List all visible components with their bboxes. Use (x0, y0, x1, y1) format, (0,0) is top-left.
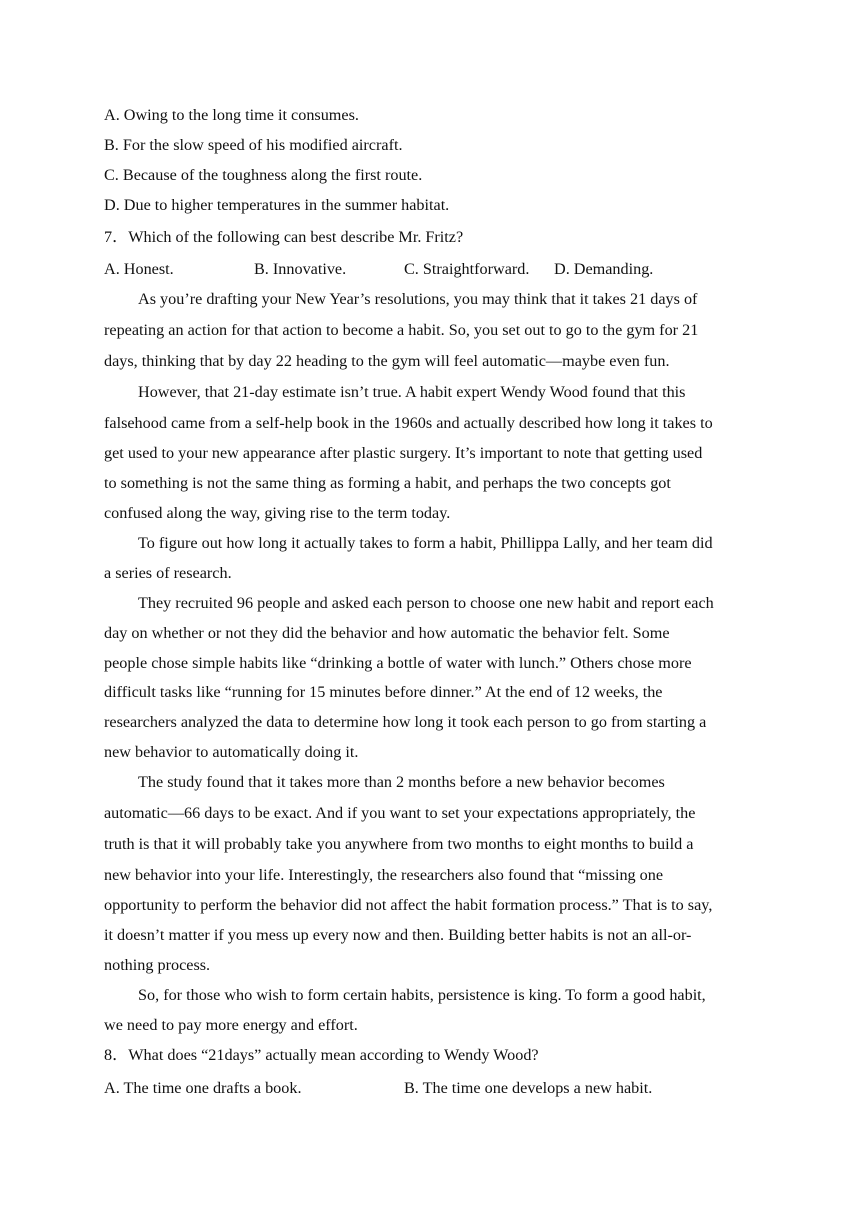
passage-line: difficult tasks like “running for 15 minutes before dinner.” At the end of 12 weeks, the (104, 683, 663, 701)
passage-line: get used to your new appearance after plastic surgery. It’s important to note that getting used (104, 444, 703, 462)
q6-option-a: A. Owing to the long time it consumes. (104, 106, 359, 124)
passage-line: day on whether or not they did the behavior and how automatic the behavior felt. Some (104, 624, 670, 642)
q8-option-b: B. The time one develops a new habit. (404, 1079, 653, 1097)
passage-line: new behavior into your life. Interestingly, the researchers also found that “missing one (104, 866, 664, 884)
q7-question: 7．Which of the following can best describe Mr. Fritz? (104, 228, 464, 246)
q7-option-c: C. Straightforward. (404, 260, 530, 278)
passage-line: However, that 21-day estimate isn’t true. A habit expert Wendy Wood found that this (138, 383, 686, 401)
q7-option-d: D. Demanding. (554, 260, 654, 278)
passage-line: repeating an action for that action to become a habit. So, you set out to go to the gym for 21 (104, 321, 699, 339)
q6-option-c: C. Because of the toughness along the first route. (104, 166, 423, 184)
passage-line: opportunity to perform the behavior did not affect the habit formation process.” That is to say, (104, 896, 713, 914)
q8-question: 8．What does “21days” actually mean according to Wendy Wood? (104, 1046, 539, 1064)
q8-option-a: A. The time one drafts a book. (104, 1079, 302, 1097)
q6-option-b: B. For the slow speed of his modified aircraft. (104, 136, 403, 154)
passage-line: They recruited 96 people and asked each person to choose one new habit and report each (138, 594, 714, 612)
passage-line: As you’re drafting your New Year’s resolutions, you may think that it takes 21 days of (138, 290, 698, 308)
passage-line: truth is that it will probably take you anywhere from two months to eight months to build a (104, 835, 694, 853)
q7-option-a: A. Honest. (104, 260, 174, 278)
passage-line: To figure out how long it actually takes to form a habit, Phillippa Lally, and her team did (138, 534, 713, 552)
passage-line: it doesn’t matter if you mess up every now and then. Building better habits is not an all-or- (104, 926, 692, 944)
q7-option-b: B. Innovative. (254, 260, 347, 278)
passage-line: days, thinking that by day 22 heading to the gym will feel automatic—maybe even fun. (104, 352, 670, 370)
passage-line: we need to pay more energy and effort. (104, 1016, 358, 1034)
passage-line: nothing process. (104, 956, 211, 974)
passage-line: researchers analyzed the data to determine how long it took each person to go from starting a (104, 713, 707, 731)
passage-line: people chose simple habits like “drinking a bottle of water with lunch.” Others chose more (104, 654, 692, 672)
passage-line: a series of research. (104, 564, 232, 582)
passage-line: new behavior to automatically doing it. (104, 743, 359, 761)
passage-line: So, for those who wish to form certain habits, persistence is king. To form a good habit, (138, 986, 706, 1004)
passage-line: confused along the way, giving rise to the term today. (104, 504, 451, 522)
passage-line: automatic—66 days to be exact. And if you want to set your expectations appropriately, the (104, 804, 696, 822)
passage-line: to something is not the same thing as forming a habit, and perhaps the two concepts got (104, 474, 671, 492)
passage-line: falsehood came from a self-help book in the 1960s and actually described how long it takes to (104, 414, 713, 432)
q6-option-d: D. Due to higher temperatures in the summer habitat. (104, 196, 450, 214)
passage-line: The study found that it takes more than 2 months before a new behavior becomes (138, 773, 665, 791)
